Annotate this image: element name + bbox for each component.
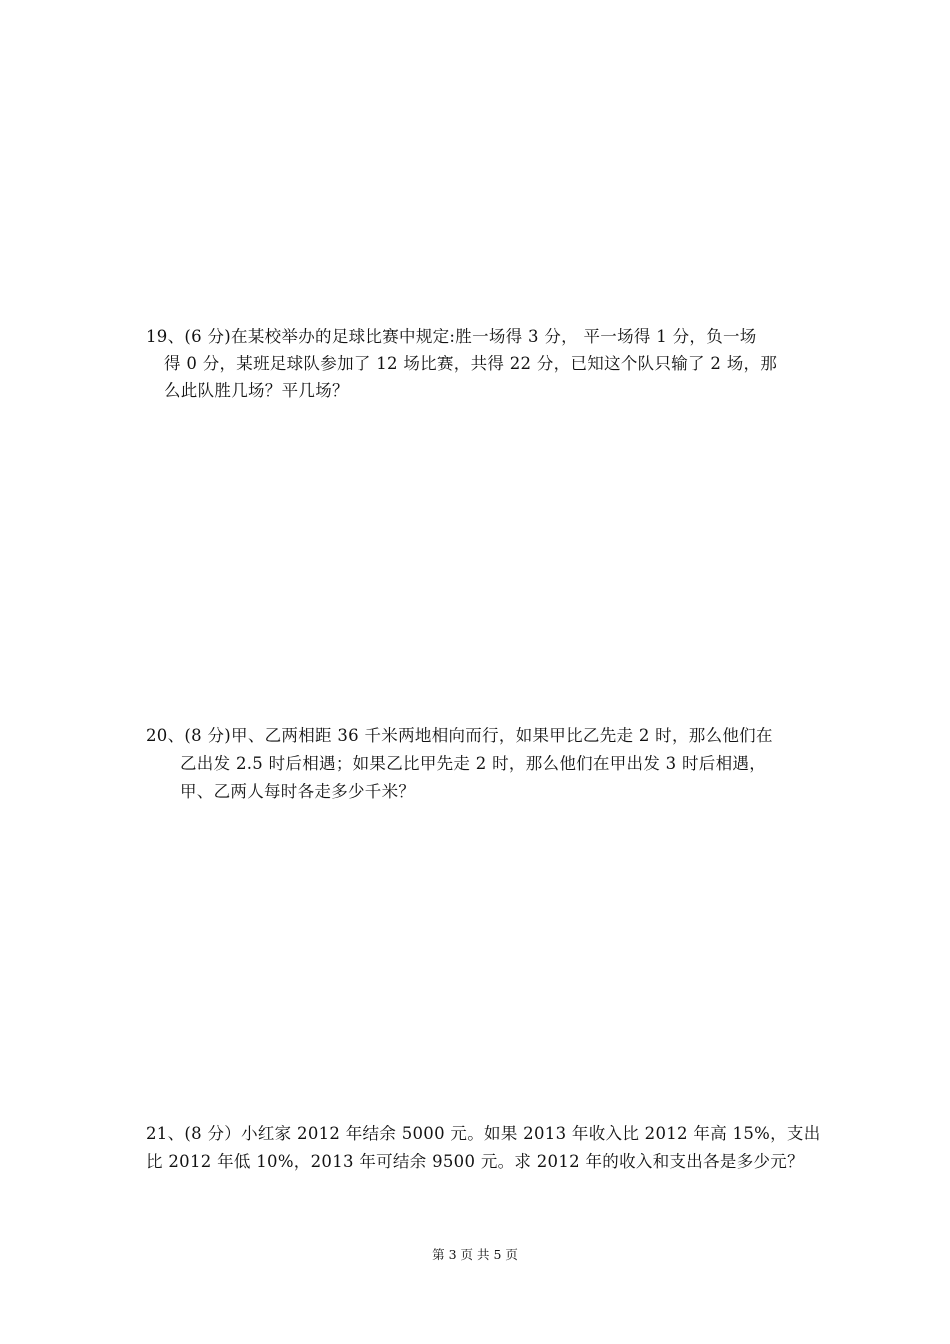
question-20-line-1: 20、(8 分)甲、乙两相距 36 千米两地相向而行，如果甲比乙先走 2 时，那么他们在 <box>146 726 773 745</box>
page-footer: 第 3 页 共 5 页 <box>432 1247 518 1262</box>
question-19-line-1: 19、(6 分)在某校举办的足球比赛中规定:胜一场得 3 分， 平一场得 1 分，负一场 <box>146 327 757 346</box>
question-21-line-2: 比 2012 年低 10%，2013 年可结余 9500 元。求 2012 年的收入和支出各是多少元？ <box>146 1152 804 1171</box>
question-20-line-3: 甲、乙两人每时各走多少千米？ <box>180 782 416 801</box>
question-21-line-1: 21、(8 分）小红家 2012 年结余 5000 元。如果 2013 年收入比 2012 年高 15%，支出 <box>146 1124 821 1143</box>
question-20-line-2: 乙出发 2.5 时后相遇；如果乙比甲先走 2 时，那么他们在甲出发 3 时后相遇， <box>180 754 767 773</box>
question-19-line-3: 么此队胜几场？平几场？ <box>164 381 349 400</box>
question-19-line-2: 得 0 分，某班足球队参加了 12 场比赛，共得 22 分，已知这个队只输了 2 场，那 <box>164 354 778 373</box>
